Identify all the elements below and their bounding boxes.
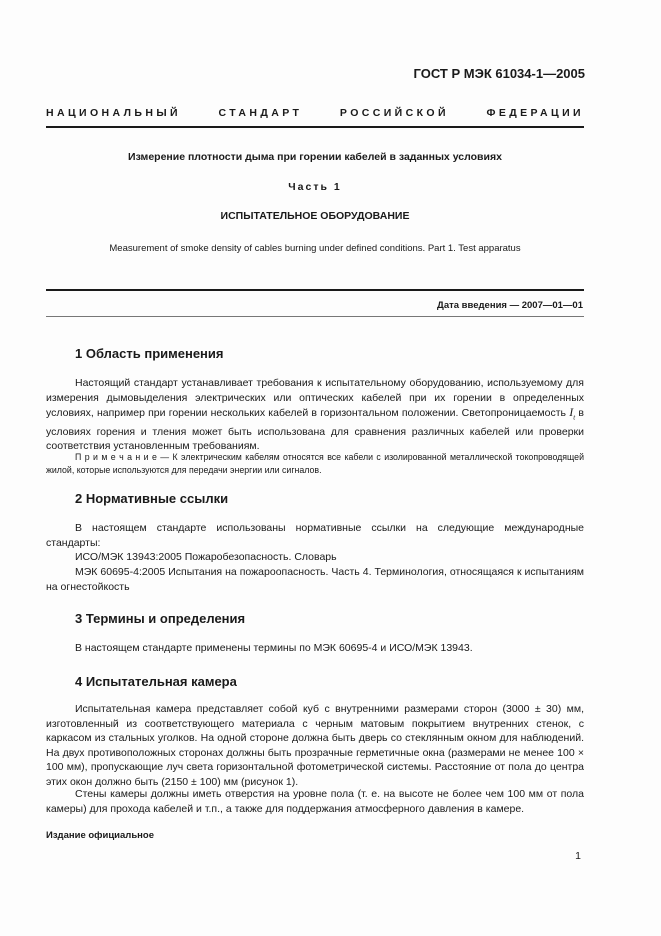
- page-number: 1: [575, 850, 581, 862]
- section-1-note: [46, 451, 584, 476]
- section-4-text-1: Испытательная камера представляет собой куб с внутренними размерами сторон (3000 ± 30) мм, изготовленный из соответствующего материала с черным матовым покрытием внутренних стенок, с каркасом из стальных уголков. На одной стороне должна быть дверь со стеклянным окном для наблюдений. На двух противоположных сторонах должны быть прозрачные герметичные окна (размерами не менее 100 × 100 мм), пропускающие луч света горизонтальной фотометрической системы. Расстояние от пола до центра этих окон должно быть (2150 ± 100) мм (рисунок 1).: [46, 703, 584, 788]
- section-1-heading: 1 Область применения: [75, 346, 224, 361]
- reference-1: [46, 550, 584, 565]
- title-russian: Измерение плотности дыма при горении кабелей в заданных условиях: [128, 151, 502, 163]
- title-english: Measurement of smoke density of cables burning under defined conditions. Part 1. Test apparatus: [109, 243, 521, 254]
- subtitle: ИСПЫТАТЕЛЬНОЕ ОБОРУДОВАНИЕ: [220, 210, 410, 222]
- section-4-paragraph-2: [46, 787, 584, 816]
- section-2-paragraph: [46, 521, 584, 550]
- top-divider: [46, 126, 584, 128]
- section-2-heading: 2 Нормативные ссылки: [75, 491, 229, 506]
- section-1-text-a: Настоящий стандарт устанавливает требования к испытательному оборудованию, используемому для измерения дымовыделения электрических или оптических кабелей при их горении в определенных условиях, например при горении нескольких кабелей в горизонтальном положении. Светопроницаемость: [46, 377, 584, 419]
- section-4-text-2: Стены камеры должны иметь отверстия на уровне пола (т. е. на высоте не более чем 100 мм от пола камеры) для прохода кабелей и т.п., а также для поддержания атмосферного давления в камере.: [46, 788, 584, 815]
- section-2-text: В настоящем стандарте использованы нормативные ссылки на следующие международные стандарты:: [46, 522, 584, 549]
- introduction-date: Дата введения — 2007—01—01: [437, 300, 583, 311]
- symbol-letter: I: [569, 405, 574, 419]
- part-label: Часть 1: [288, 181, 342, 193]
- section-4-heading: 4 Испытательная камера: [75, 674, 237, 689]
- document-code: ГОСТ Р МЭК 61034-1—2005: [413, 66, 585, 81]
- reference-1-text: ИСО/МЭК 13943:2005 Пожаробезопасность. Словарь: [75, 551, 337, 563]
- section-3-heading: 3 Термины и определения: [75, 611, 246, 626]
- section-4-paragraph-1: [46, 702, 584, 789]
- edition-label: Издание официальное: [46, 830, 154, 841]
- note-text: П р и м е ч а н и е — К электрическим кабелям относятся все кабели с изолированной металлической токопроводящей жилой, которые используются для передачи энергии или сигналов.: [46, 452, 584, 475]
- reference-2-text: МЭК 60695-4:2005 Испытания на пожароопасность. Часть 4. Терминология, относящаяся к испытаниям на огнестойкость: [46, 566, 584, 593]
- title-divider: [46, 289, 584, 291]
- section-1-text-b: в условиях горения и тления может быть использована для сравнения различных кабелей или проверки соответствия установленным требованиям.: [46, 407, 584, 453]
- symbol-it: [569, 405, 576, 422]
- national-standard-heading: НАЦИОНАЛЬНЫЙ СТАНДАРТ РОССИЙСКОЙ ФЕДЕРАЦИИ: [46, 107, 584, 119]
- section-3-text: В настоящем стандарте применены термины по МЭК 60695-4 и ИСО/МЭК 13943.: [75, 642, 473, 654]
- reference-2: [46, 565, 584, 594]
- date-divider: [46, 316, 584, 317]
- section-3-paragraph: [46, 641, 584, 656]
- symbol-subscript: t: [573, 413, 576, 422]
- section-1-paragraph: [46, 376, 584, 454]
